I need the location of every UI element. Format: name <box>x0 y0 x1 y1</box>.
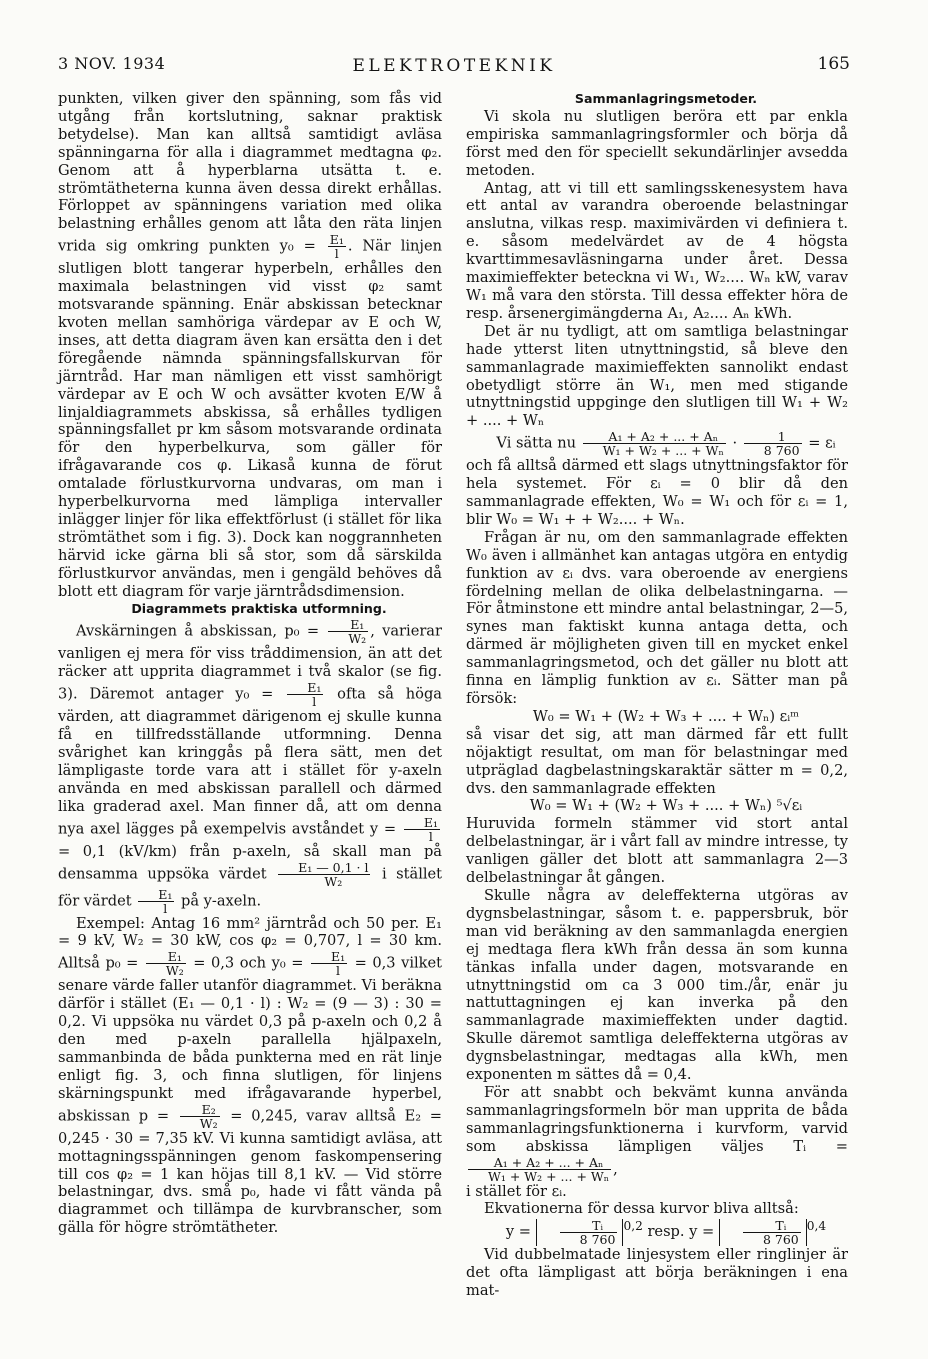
right-column <box>466 90 848 1299</box>
journal-title: ELEKTROTEKNIK <box>352 56 556 76</box>
paragraph: punkten, vilken giver den spänning, som fås vid utgång från kortslutning, saknar praktisk betydelse). Man kan alltså samtidigt avläsa spänningarna för alla i diagrammet medtagna φ₂. Genom att å hyperblarna utsätta t. e. strömtätheterna kunna även dessa direkt erhållas. Förloppet av spänningens variation med olika belastning erhålles genom att låta den räta linjen vrida sig omkring punkten y₀ = $\frac{\text{E₁}}{l}$ . När linjen slutligen blott tangerar hyperbeln, erhålles den maximala belastningen vid visst φ₂ samt motsvarande spänning. Enär abskissan betecknar kvoten mellan samhöriga värdepar av E och W, inses, att detta diagram även kan ersätta den i det föregående nämnda spänningsfallskurvan för järntråd. Har man nämligen ett visst samhörigt värdepar av E och W och avsätter kvoten E/W å linjaldiagrammets abskissa, så erhålles tydligen spänningsfallet pr km såsom motsvarande ordinata för den hyperbelkurva, som gäller för ifrågavarande cos φ. Likaså kunna de förut omtalade förlustkurvorna undvaras, om man i hyperbelkurvorna med lämpliga intervaller inlägger linjer för lika effektförlust (i stället för lika strömtäthet som i fig. 3). Dock kan noggrannheten härvid icke gärna bli så stor, som då särskilda förlustkurvor användas, men i gengäld behöves då blott ett diagram för varje järntrådsdimension. <box>58 90 442 600</box>
left-column <box>58 90 442 1237</box>
paragraph: i stället för εᵢ. <box>466 1182 567 1200</box>
fraction: $\frac{\text{E₁}}{l}$ <box>138 888 174 915</box>
section-heading: Diagrammets praktiska utformning. <box>131 601 387 617</box>
fraction: $\frac{\text{A₁ + A₂ + ... + Aₙ}}{\text{W₁ + W₂ + ... + Wₙ}}$ <box>468 1156 611 1183</box>
paragraph: Avskärningen å abskissan, p₀ = $\frac{\text{E₁}}{\text{W₂}}$ , varierar vanligen ej mera för viss tråddimension, än att det räcker att upprita diagrammet i två skalor (se fig. 3). Däremot antager y₀ = $\frac{\text{E₁}}{l}$ ofta så höga värden, att diagrammet därigenom ej skulle kunna få en tillfredsställande utformning. Denna svårighet kan kringgås på flera sätt, men det lämpligaste torde vara att i stället för y-axeln använda en med abskissan parallell och därmed lika graderad axel. Man finner då, att om denna nya axel lägges på exempelvis avståndet y = $\frac{\text{E₁}}{l}$ = 0,1 (kV/km) från p-axeln, så skall man på densamma uppsöka värdet $\frac{\text{E₁ — 0,1 · l}}{\text{W₂}}$ i stället för värdet $\frac{\text{E₁}}{l}$ på y-axeln. <box>58 617 443 916</box>
fraction: $\frac{\text{E₁}}{\text{W₂}}$ <box>146 950 186 977</box>
fraction: $\frac{\text{E₂}}{\text{W₂}}$ <box>180 1103 220 1130</box>
paragraph: Skulle några av deleffekterna utgöras av dygnsbelastningar, såsom t. e. pappersbruk, bör man vid beräkning av den sammanlagda energien ej medtaga flera kWh från dessa än som kunna tänkas infalla under dagen, motsvarande en utnyttningstid om ca 3 000 tim./år, enär ju nattuttagningen ej kan inverka på den sammanlagrade maximieffekten under dagtid. Skulle däremot samtliga deleffekterna utgöras av dygnsbelastningar, medtagas alla kWh, men exponenten m sättes då = 0,4. <box>466 886 848 1084</box>
equation: y = $\frac{\text{Tᵢ}}{8 760}$ $^{0,2}$ resp. y = $\frac{\text{Tᵢ}}{8 760}$ $^{0,4}$ <box>505 1217 827 1247</box>
paragraph: Antag, att vi till ett samlingsskenesystem hava ett antal av varandra oberoende belastningar anslutna, vilkas resp. maximivärden vi definiera t. e. såsom medelvärdet av de 4 högsta kvarttimmesavläsningarna under året. Dessa maximieffekter beteckna vi W₁, W₂.... Wₙ kW, varav W₁ må vara den största. Till dessa effekter höra de resp. årsenergimängderna A₁, A₂.... Aₙ kWh. <box>466 179 848 322</box>
issue-date: 3 NOV. 1934 <box>58 54 166 73</box>
equation: W₀ = W₁ + (W₂ + W₃ + .... + Wₙ) εᵢᵐ <box>532 707 800 725</box>
fraction: $\frac{1}{8 760}$ <box>744 430 802 457</box>
paragraph: Ekvationerna för dessa kurvor bliva alltså: <box>484 1200 799 1218</box>
bracket <box>536 1219 624 1246</box>
paragraph: Exempel: Antag 16 mm² järntråd och 50 per. E₁ = 9 kV, W₂ = 30 kW, cos φ₂ = 0,707, l = 30 km. Alltså p₀ = $\frac{\text{E₁}}{\text{W₂}}$ = 0,3 och y₀ = $\frac{\text{E₁}}{l}$ = 0,3 vilket senare värde faller utanför diagrammet. Vi beräkna därför i stället (E₁ — 0,1 · l) : W₂ = (9 — 3) : 30 = 0,2. Vi uppsöka nu värdet 0,3 på p-axeln och 0,2 å den med p-axeln parallella hjälpaxeln, sammanbinda de båda punkterna med en rät linje enligt fig. 3, och finna slutligen, för linjens skärningspunkt med ifrågavarande hyperbel, abskissan p = $\frac{\text{E₂}}{\text{W₂}}$ = 0,245, varav alltså E₂ = 0,245 · 30 = 7,35 kV. Vi kunna samtidigt avläsa, att mottagningsspänningen genom faskompensering till cos φ₂ = 1 kan höjas till 8,1 kV. — Vid större belastningar, dvs. små p₀, hade vi fått vända på diagrammet och tillämpa de kurvbranscher, som gälla för högre strömtätheter. <box>58 914 443 1237</box>
paragraph: Frågan är nu, om den sammanlagrade effekten W₀ även i allmänhet kan antagas utgöra en entydig funktion av εᵢ dvs. vara oberoende av energiens fördelning mellan de olika delbelastningarna. — För åtminstone ett mindre antal belastningar, 2—5, synes man faktiskt kunna antaga detta, och därmed är möjligheten given till en mycket enkel sammanlagringsmetod, och det gäller nu blott att finna en lämplig funktion av εᵢ. Sätter man på försök: <box>466 528 848 707</box>
equation: Vi sätta nu $\frac{\text{A₁ + A₂ + ... + Aₙ}}{\text{W₁ + W₂ + ... + Wₙ}}$ · $\frac{1}{8 760}$ = εᵢ <box>496 429 836 459</box>
section-heading: Sammanlagringsmetoder. <box>574 91 758 106</box>
paragraph: så visar det sig, att man därmed får ett fullt nöjaktigt resultat, om man för belastningar med utpräglad dagbelastningskaraktär sätter m = 0,2, dvs. den sammanlagrade effekten <box>466 725 848 797</box>
fraction: $\frac{\text{E₁ — 0,1 · l}}{\text{W₂}}$ <box>278 861 370 888</box>
fraction: $\frac{\text{Tᵢ}}{8 760}$ <box>560 1219 618 1246</box>
fraction: $\frac{\text{E₁}}{l}$ <box>311 950 347 977</box>
bracket <box>719 1219 807 1246</box>
paragraph: För att snabbt och bekvämt kunna använda sammanlagringsformeln bör man upprita de båda sammanlagringsfunktionerna i kurvform, varvid som abskissa lämpligen väljes Tᵢ = $\frac{\text{A₁ + A₂ + ... + Aₙ}}{\text{W₁ + W₂ + ... + Wₙ}}$ , <box>466 1083 848 1184</box>
paragraph: och få alltså därmed ett slags utnyttningsfaktor för hela systemet. För εᵢ = 0 blir då den sammanlagrade effekten, W₀ = W₁ och för εᵢ = 1, blir W₀ = W₁ + + W₂.... + Wₙ. <box>466 457 848 528</box>
page-number: 165 <box>817 54 850 74</box>
paragraph: Det är nu tydligt, att om samtliga belastningar hade ytterst liten utnyttningstid, så bleve den sammanlagrade maximieffekten sannolikt endast obetydligt större än W₁, men med stigande utnyttningstid uppginge den slutligen till W₁ + W₂ + .... + Wₙ <box>466 322 848 430</box>
page-header <box>58 54 850 80</box>
fraction: $\frac{\text{E₁}}{\text{W₂}}$ <box>328 618 368 645</box>
fraction: $\frac{\text{E₁}}{l}$ <box>287 681 323 708</box>
paragraph: Vid dubbelmatade linjesystem eller ringlinjer är det ofta lämpligast att börja beräkningen i ena mat- <box>466 1245 848 1299</box>
paragraph: Huruvida formeln stämmer vid stort antal delbelastningar, är i vårt fall av mindre intresse, ty vanligen gäller det blott att sammanlagra 2—3 delbelastningar åt gången. <box>466 815 848 887</box>
equation: W₀ = W₁ + (W₂ + W₃ + .... + Wₙ) ⁵√εᵢ <box>529 797 803 815</box>
fraction: $\frac{\text{A₁ + A₂ + ... + Aₙ}}{\text{W₁ + W₂ + ... + Wₙ}}$ <box>583 430 726 457</box>
fraction: $\frac{\text{E₁}}{l}$ <box>329 232 344 262</box>
fraction: $\frac{\text{Tᵢ}}{8 760}$ <box>743 1219 801 1246</box>
fraction: $\frac{\text{E₁}}{l}$ <box>404 816 440 843</box>
paragraph: Vi skola nu slutligen beröra ett par enkla empiriska sammanlagringsformler och börja då först med den för speciellt sekundärlinjer avsedda metoden. <box>466 107 848 179</box>
